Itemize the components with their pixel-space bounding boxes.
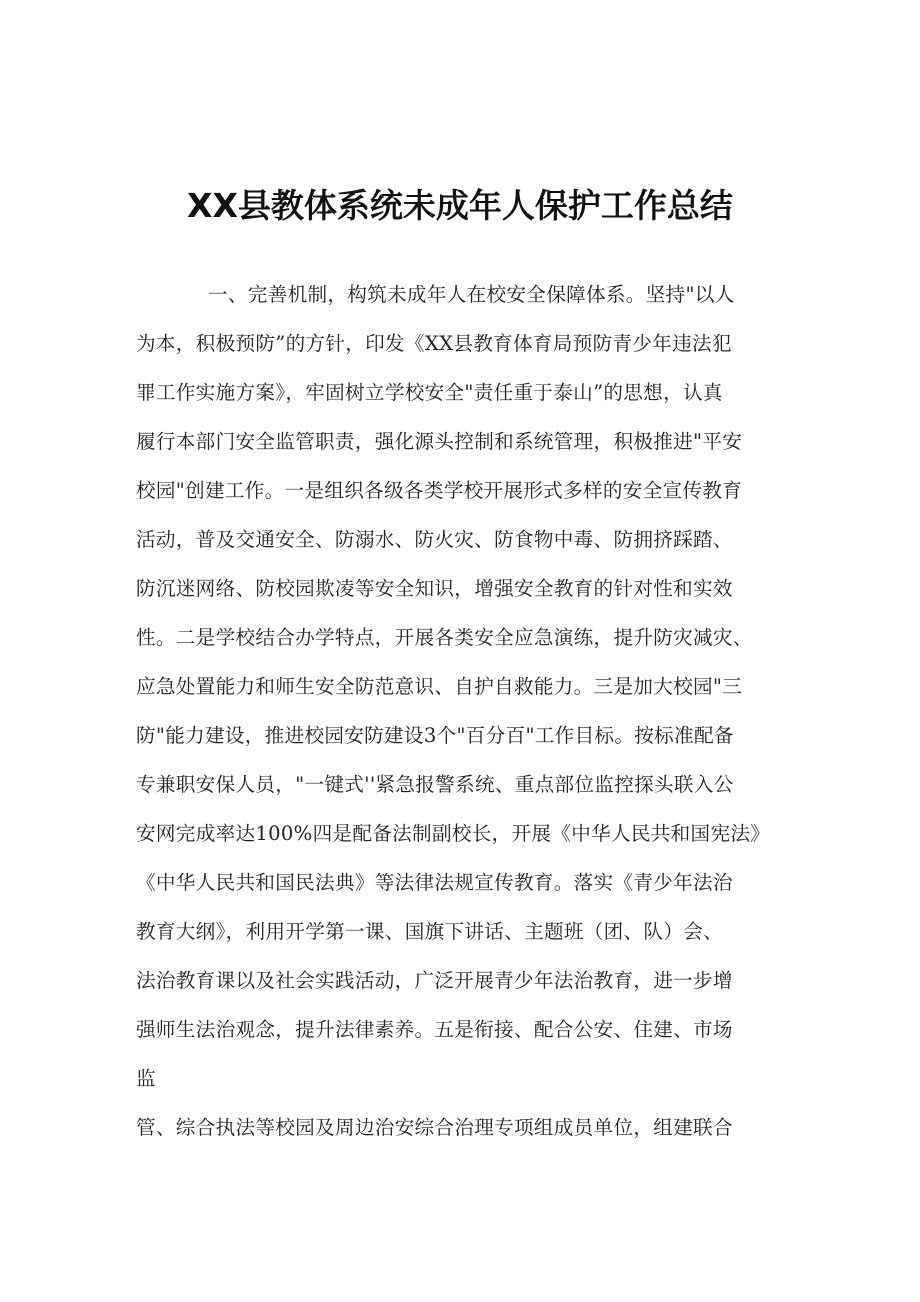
paragraph-line: 一、完善机制，构筑未成年人在校安全保障体系。坚持"以人 (208, 283, 735, 306)
paragraph-line: 安网完成率达100%四是配备法制副校长，开展《中华人民共和国宪法》 (136, 822, 771, 845)
paragraph-line: 活动，普及交通安全、防溺水、防火灾、防食物中毒、防拥挤踩踏、 (136, 528, 733, 551)
paragraph-line: 防"能力建设，推进校园安防建设3个"百分百"工作目标。按标准配备 (136, 724, 734, 747)
document-title: XX县教体系统未成年人保护工作总结 (187, 186, 733, 225)
document-body (136, 270, 796, 1152)
paragraph-line: 《中华人民共和国民法典》等法律法规宣传教育。落实《青少年法治 (136, 871, 733, 894)
paragraph-line: 教育大纲》，利用开学第一课、国旗下讲话、主题班（团、队）会、 (136, 920, 724, 943)
paragraph-line: 性。二是学校结合办学特点，开展各类安全应急演练，提升防灾减灾、 (136, 626, 753, 649)
paragraph-line: 校园"创建工作。一是组织各级各类学校开展形式多样的安全宣传教育 (136, 479, 743, 502)
paragraph-line: 监 (136, 1067, 156, 1090)
paragraph-line: 罪工作实施方案》，牢固树立学校安全"责任重于泰山”的思想，认真 (136, 381, 723, 404)
paragraph-line: 管、综合执法等校园及周边治安综合治理专项组成员单位，组建联合 (136, 1116, 733, 1139)
paragraph-line: 专兼职安保人员，"一键式''紧急报警系统、重点部位监控探头联入公 (136, 773, 734, 796)
paragraph-line: 履行本部门安全监管职责，强化源头控制和系统管理，积极推进"平安 (136, 430, 743, 453)
paragraph-line: 法治教育课以及社会实践活动，广泛开展青少年法治教育，进一步增 (136, 969, 733, 992)
paragraph-line: 为本，积极预防”的方针，印发《XX县教育体育局预防青少年违法犯 (136, 332, 732, 355)
paragraph-line: 防沉迷网络、防校园欺凌等安全知识，增强安全教育的针对性和实效 (136, 577, 733, 600)
paragraph-line: 强师生法治观念，提升法律素养。五是衔接、配合公安、住建、市场 (136, 1018, 733, 1041)
paragraph-line: 应急处置能力和师生安全防范意识、自护自救能力。三是加大校园"三 (136, 675, 743, 698)
